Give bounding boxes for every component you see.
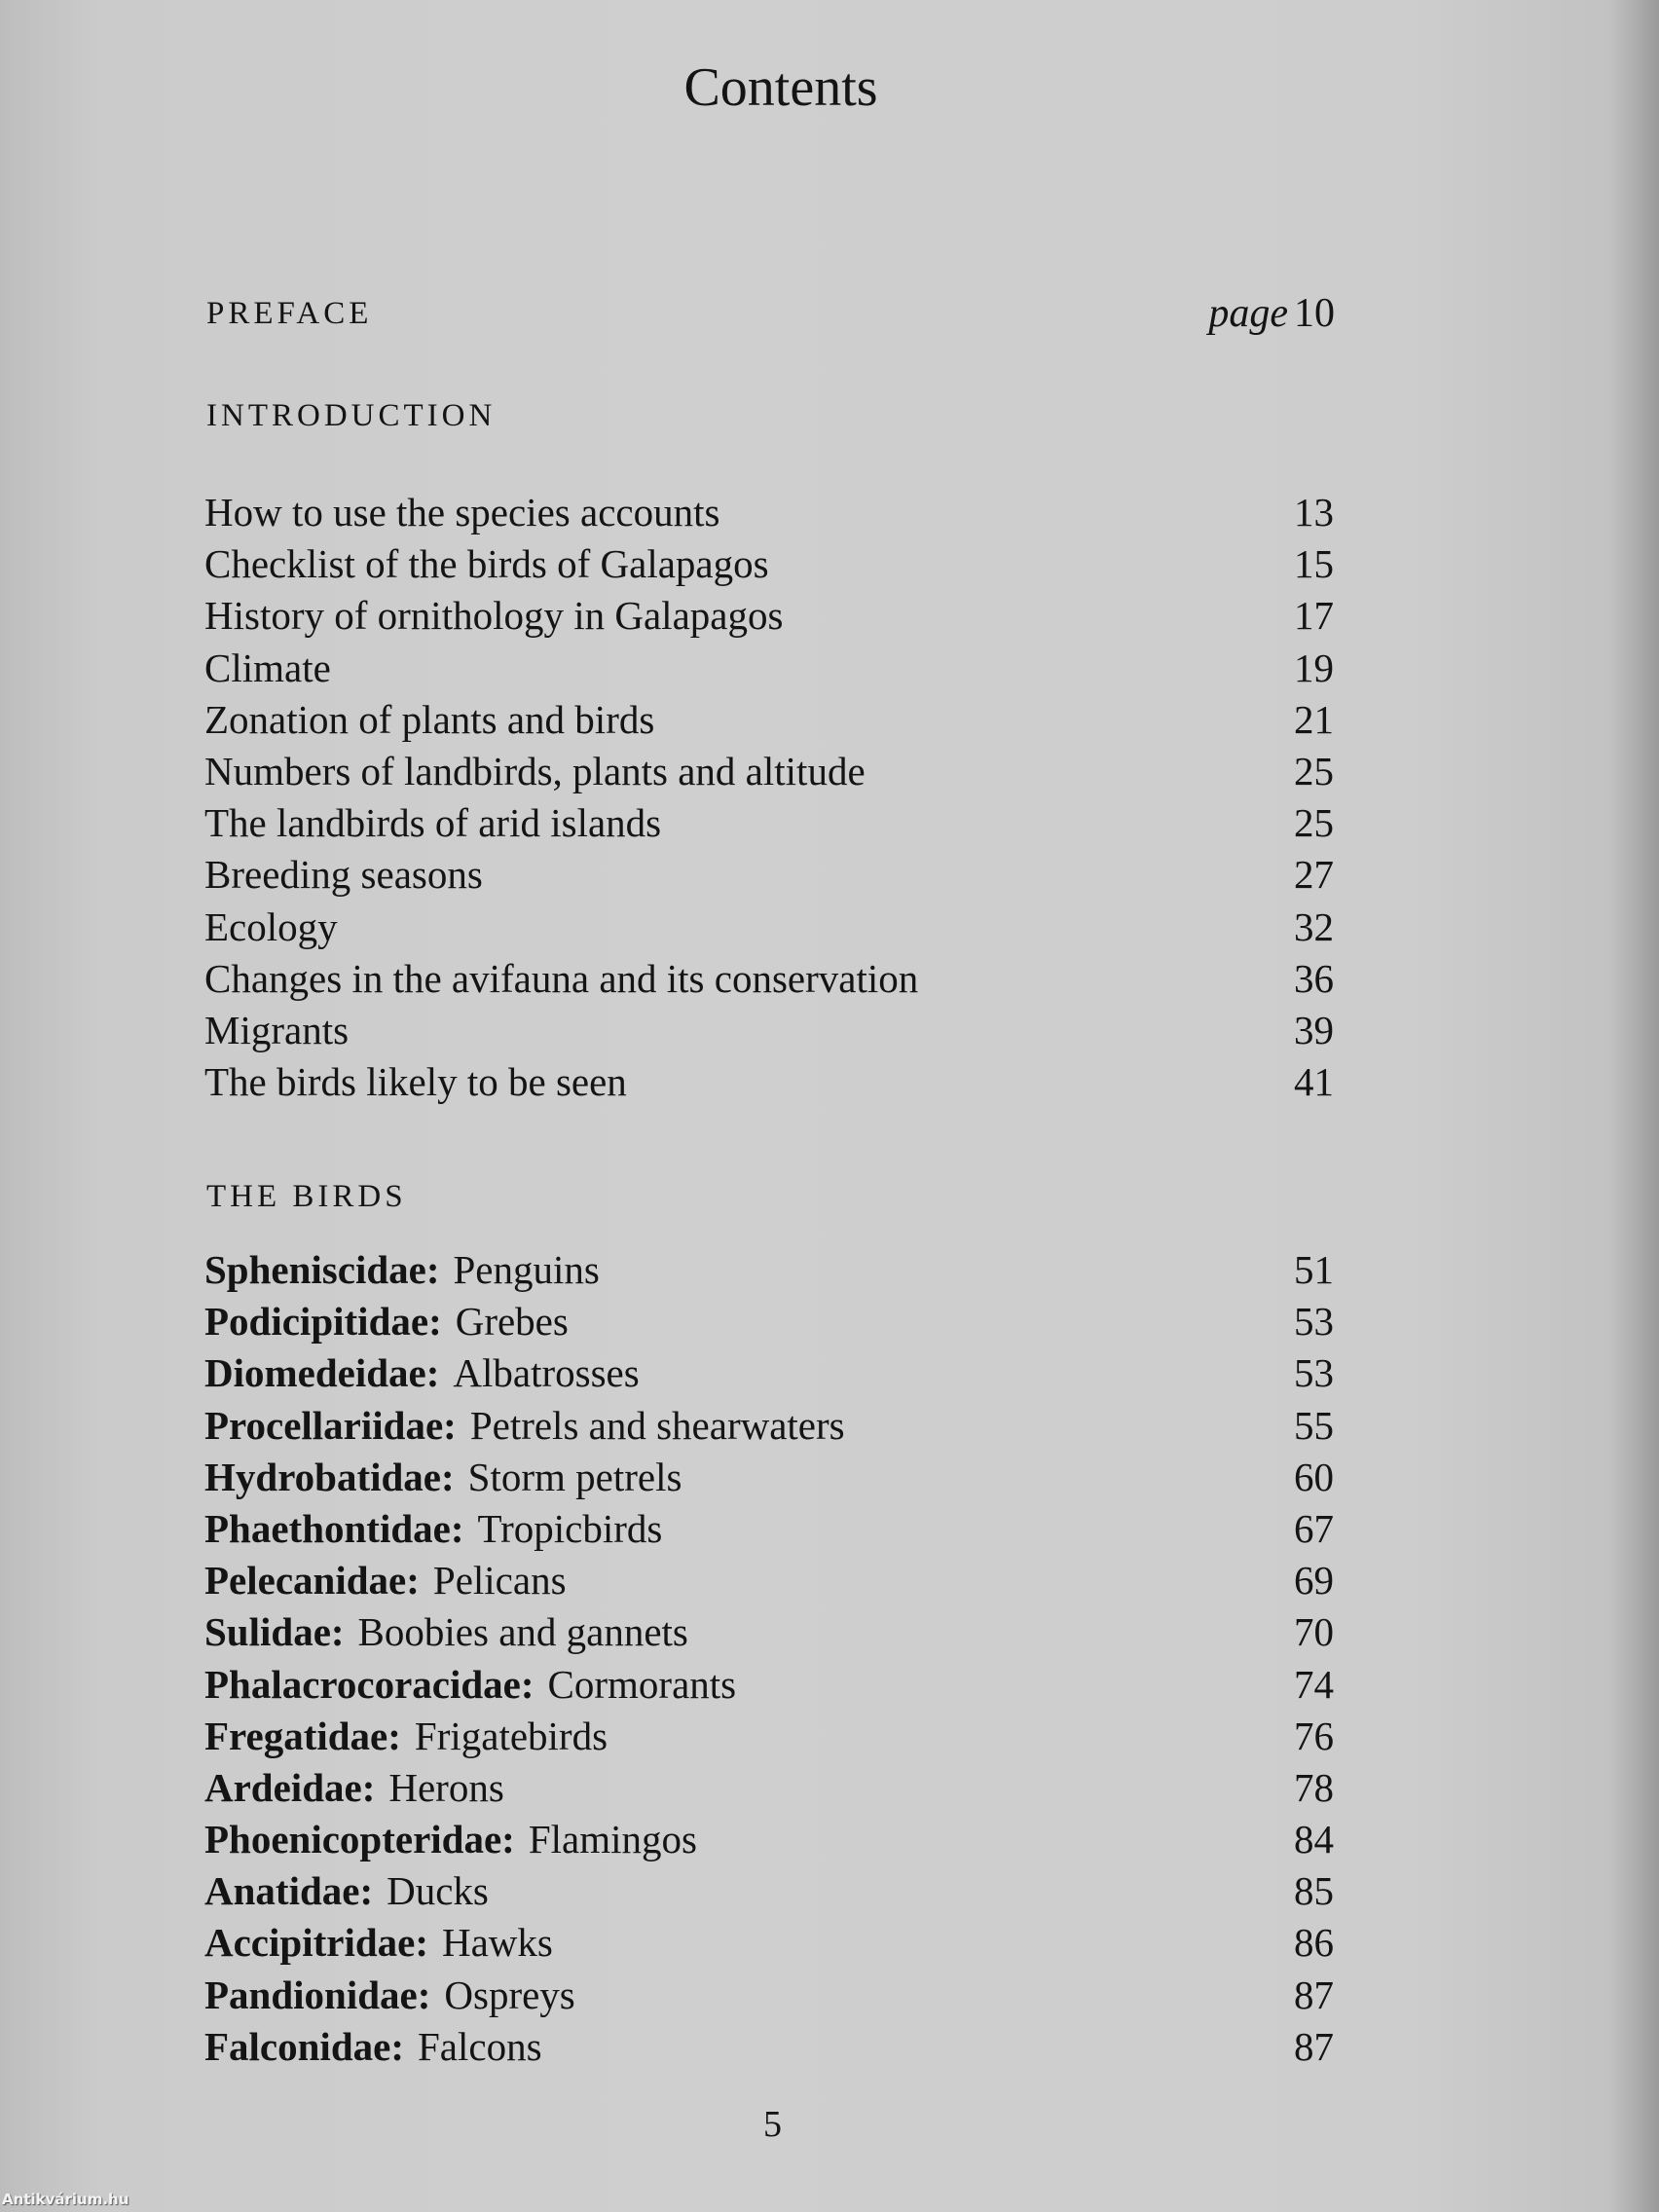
entry-title: Changes in the avifauna and its conservation	[204, 955, 919, 1001]
entry-title	[204, 1503, 662, 1555]
common-name: Storm petrels	[467, 1454, 682, 1499]
entry-title: Checklist of the birds of Galapagos	[204, 541, 769, 587]
common-name: Tropicbirds	[477, 1505, 663, 1551]
entry-page: 84	[1294, 1817, 1334, 1862]
toc-entry	[204, 746, 1334, 797]
entry-title	[204, 1970, 575, 2021]
family-name: Falconidae:	[204, 2023, 404, 2069]
entry-page: 67	[1294, 1505, 1334, 1551]
toc-entry	[204, 1244, 1334, 1296]
toc-entry	[204, 1865, 1334, 1917]
entry-page: 55	[1294, 1402, 1334, 1448]
family-name: Anatidae:	[204, 1868, 374, 1914]
entry-title	[204, 1917, 553, 1969]
entry-page: 25	[1294, 748, 1334, 793]
entry-title: Breeding seasons	[204, 852, 483, 898]
common-name: Frigatebirds	[414, 1713, 608, 1758]
entry-page: 53	[1294, 1350, 1334, 1396]
entry-title	[204, 1555, 567, 1606]
toc-entry	[204, 1555, 1334, 1606]
entry-page: 85	[1294, 1868, 1334, 1914]
common-name: Flamingos	[528, 1817, 697, 1862]
family-name: Phaethontidae:	[204, 1505, 464, 1551]
entry-title: Numbers of landbirds, plants and altitude	[204, 748, 866, 793]
watermark: Antikvárium.hu	[2, 2191, 129, 2208]
introduction-list	[204, 487, 1334, 1108]
birds-heading: THE BIRDS	[206, 1179, 407, 1214]
toc-entry	[204, 1659, 1334, 1711]
preface-page	[1208, 290, 1335, 337]
entry-title	[204, 1452, 682, 1503]
entry-title	[204, 1606, 688, 1658]
entry-page: 39	[1294, 1007, 1334, 1052]
entry-title	[204, 1347, 640, 1399]
entry-title: Ecology	[204, 903, 338, 949]
entry-title	[204, 1400, 845, 1452]
toc-entry	[204, 1917, 1334, 1969]
toc-entry	[204, 1452, 1334, 1503]
toc-entry	[204, 643, 1334, 694]
entry-page: 78	[1294, 1764, 1334, 1810]
family-name: Podicipitidae:	[204, 1299, 442, 1345]
entry-title	[204, 1814, 697, 1865]
page-title: Contents	[683, 57, 878, 118]
entry-page: 15	[1294, 541, 1334, 587]
entry-title: Climate	[204, 645, 331, 690]
common-name: Grebes	[455, 1299, 569, 1345]
entry-title	[204, 2021, 542, 2073]
common-name: Albatrosses	[453, 1350, 640, 1396]
introduction-heading: INTRODUCTION	[206, 398, 497, 433]
entry-page: 74	[1294, 1661, 1334, 1707]
entry-page: 21	[1294, 696, 1334, 742]
toc-entry	[204, 849, 1334, 901]
family-name: Ardeidae:	[204, 1764, 376, 1810]
toc-entry	[204, 902, 1334, 953]
birds-list	[204, 1244, 1334, 2073]
toc-entry	[204, 1606, 1334, 1658]
entry-page: 19	[1294, 645, 1334, 690]
entry-page: 32	[1294, 903, 1334, 949]
family-name: Phalacrocoracidae:	[204, 1661, 535, 1707]
entry-page: 17	[1294, 593, 1334, 639]
family-name: Pandionidae:	[204, 1972, 431, 2017]
family-name: Spheniscidae:	[204, 1247, 440, 1292]
entry-page: 25	[1294, 800, 1334, 846]
toc-entry	[204, 1296, 1334, 1347]
toc-entry	[204, 1347, 1334, 1399]
family-name: Pelecanidae:	[204, 1558, 420, 1604]
toc-entry	[204, 590, 1334, 642]
entry-page: 69	[1294, 1558, 1334, 1604]
toc-entry	[204, 538, 1334, 590]
entry-title	[204, 1244, 600, 1296]
common-name: Falcons	[417, 2023, 542, 2069]
page-number: 10	[1294, 291, 1335, 336]
page-prefix: page	[1208, 291, 1288, 336]
family-name: Sulidae:	[204, 1609, 345, 1655]
entry-title: How to use the species accounts	[204, 490, 720, 535]
common-name: Hawks	[441, 1920, 553, 1966]
toc-entry	[204, 1503, 1334, 1555]
entry-page: 51	[1294, 1247, 1334, 1292]
entry-page: 87	[1294, 2023, 1334, 2069]
common-name: Ducks	[387, 1868, 489, 1914]
toc-entry	[204, 1970, 1334, 2021]
family-name: Procellariidae:	[204, 1402, 457, 1448]
family-name: Fregatidae:	[204, 1713, 401, 1758]
toc-entry	[204, 694, 1334, 746]
entry-title	[204, 1659, 736, 1711]
entry-title: History of ornithology in Galapagos	[204, 593, 784, 639]
entry-title	[204, 1296, 569, 1347]
toc-entry	[204, 1814, 1334, 1865]
entry-page: 60	[1294, 1454, 1334, 1499]
entry-page: 13	[1294, 490, 1334, 535]
family-name: Diomedeidae:	[204, 1350, 440, 1396]
toc-entry	[204, 1762, 1334, 1814]
entry-page: 41	[1294, 1059, 1334, 1105]
entry-page: 76	[1294, 1713, 1334, 1758]
family-name: Phoenicopteridae:	[204, 1817, 515, 1862]
common-name: Petrels and shearwaters	[469, 1402, 845, 1448]
family-name: Hydrobatidae:	[204, 1454, 455, 1499]
common-name: Ospreys	[444, 1972, 575, 2017]
entry-title: Zonation of plants and birds	[204, 696, 655, 742]
common-name: Penguins	[453, 1247, 600, 1292]
entry-page: 87	[1294, 1972, 1334, 2017]
entry-page: 86	[1294, 1920, 1334, 1966]
toc-entry	[204, 1711, 1334, 1762]
common-name: Herons	[388, 1764, 504, 1810]
entry-page: 27	[1294, 852, 1334, 898]
toc-entry	[204, 2021, 1334, 2073]
entry-title: Migrants	[204, 1007, 350, 1052]
entry-title	[204, 1711, 608, 1762]
preface-heading: PREFACE	[206, 296, 373, 331]
entry-page: 53	[1294, 1299, 1334, 1345]
common-name: Cormorants	[547, 1661, 737, 1707]
toc-entry	[204, 953, 1334, 1005]
entry-title	[204, 1865, 489, 1917]
toc-entry	[204, 1056, 1334, 1108]
page-folio: 5	[763, 2104, 782, 2145]
entry-title: The landbirds of arid islands	[204, 800, 662, 846]
toc-entry	[204, 487, 1334, 538]
toc-entry	[204, 797, 1334, 849]
family-name: Accipitridae:	[204, 1920, 428, 1966]
common-name: Boobies and gannets	[357, 1609, 688, 1655]
toc-entry	[204, 1005, 1334, 1056]
entry-page: 70	[1294, 1609, 1334, 1655]
entry-title: The birds likely to be seen	[204, 1059, 627, 1105]
common-name: Pelicans	[432, 1558, 567, 1604]
entry-page: 36	[1294, 955, 1334, 1001]
toc-entry	[204, 1400, 1334, 1452]
entry-title	[204, 1762, 504, 1814]
